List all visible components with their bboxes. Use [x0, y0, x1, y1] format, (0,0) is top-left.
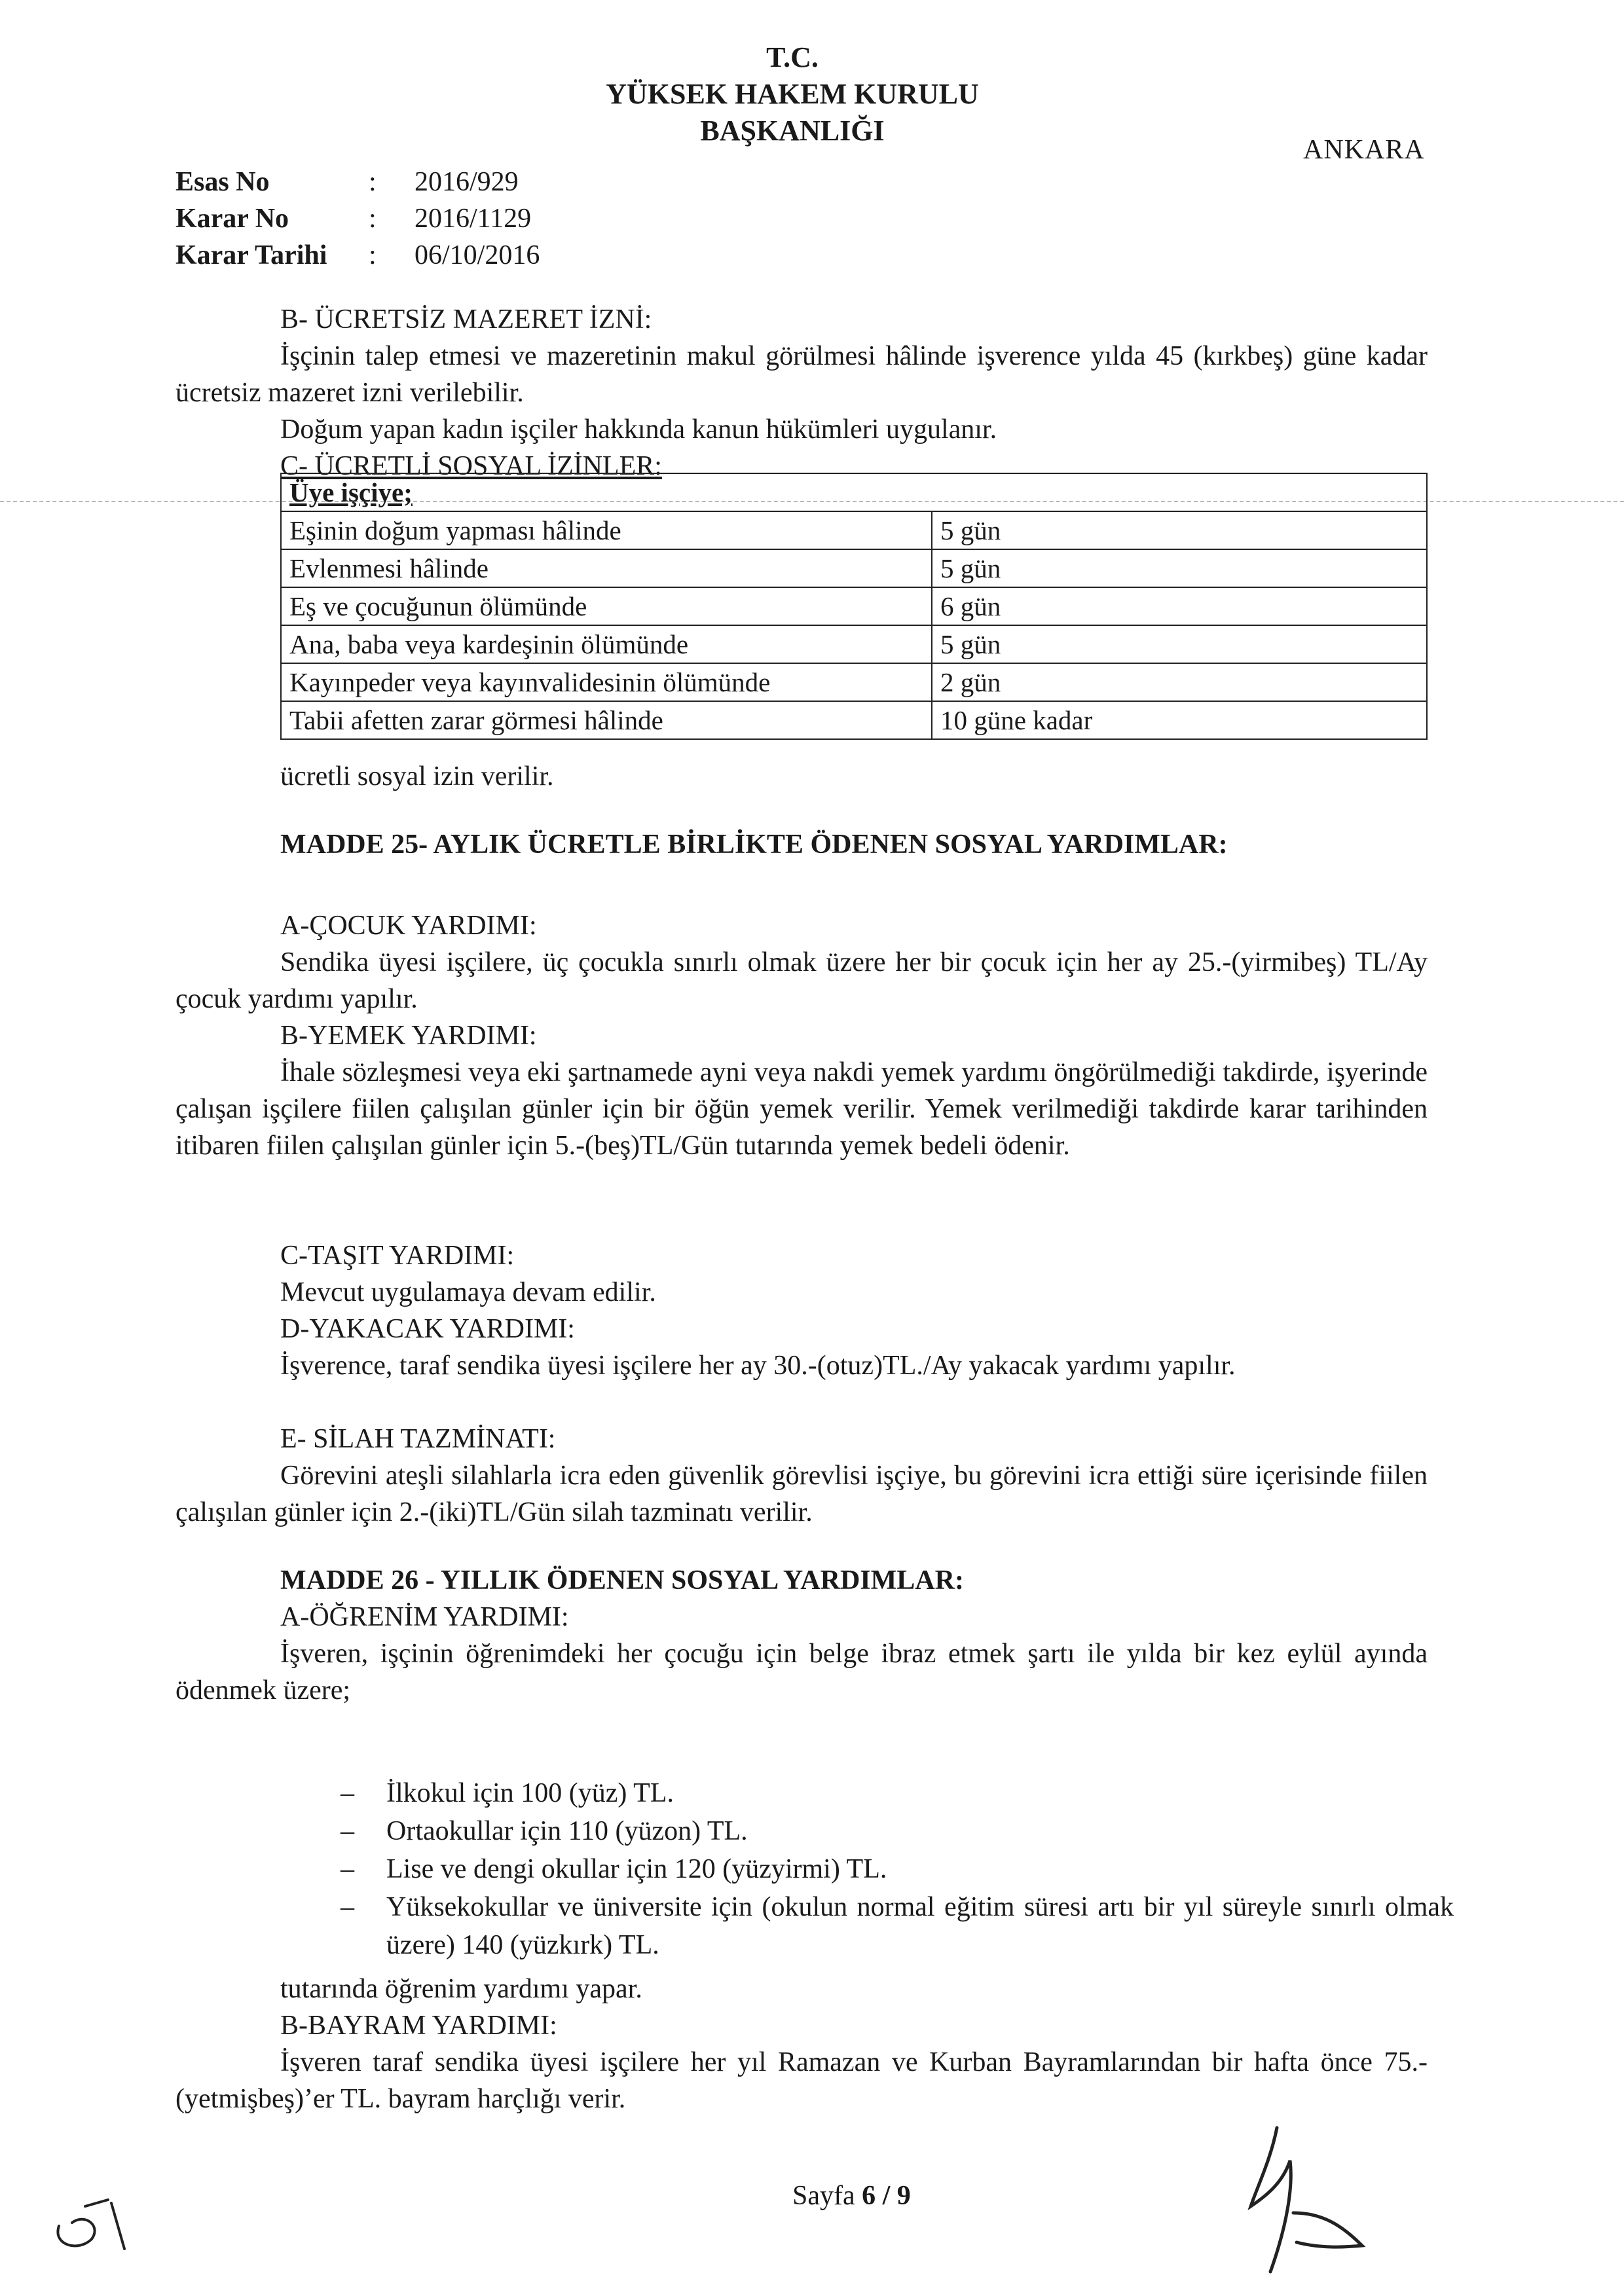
table-cell-value: 5 gün: [932, 549, 1427, 587]
madde-26-a-text: İşveren, işçinin öğrenimdeki her çocuğu için belge ibraz etmek şartı ile yılda bir kez eylül ayında ödenmek üzere;: [175, 1639, 1428, 1705]
meta-label: Karar Tarihi: [175, 240, 327, 270]
meta-row-tarih: [175, 237, 540, 274]
madde-25-a-title: A-ÇOCUK YARDIMI:: [280, 911, 537, 941]
table-cell-value: 6 gün: [932, 587, 1427, 625]
bullet-dash: –: [341, 1816, 354, 1846]
table-cell-label: Kayınpeder veya kayınvalidesinin ölümünde: [281, 663, 932, 701]
meta-colon: :: [369, 240, 377, 270]
table-row: [281, 663, 1427, 701]
madde-25-e-text: Görevini ateşli silahlarla icra eden güvenlik görevlisi işçiye, bu görevini icra ettiği süre içerisinde fiilen çalışılan günler için 2.-(iki)TL/Gün silah tazminatı verilir.: [175, 1461, 1428, 1527]
section-c-after: ücretli sosyal izin verilir.: [280, 761, 554, 792]
table-row: [281, 511, 1427, 549]
header-city: ANKARA: [1303, 135, 1425, 165]
madde-25-d-title: D-YAKACAK YARDIMI:: [280, 1314, 575, 1344]
section-b-paragraph-1: İşçinin talep etmesi ve mazeretinin makul görülmesi hâlinde işverence yılda 45 (kırkbeş) güne kadar ücretsiz mazeret izni verilebilir.: [175, 341, 1428, 408]
list-item: [341, 1812, 1454, 1850]
page-number-value: 6 / 9: [862, 2181, 911, 2211]
meta-label: Esas No: [175, 167, 270, 197]
table-cell-label: Ana, baba veya kardeşinin ölümünde: [281, 625, 932, 663]
list-item: [341, 1850, 1454, 1888]
table-row: [281, 549, 1427, 587]
madde-26-b-text: İşveren taraf sendika üyesi işçilere her yıl Ramazan ve Kurban Bayramlarından bir hafta önce 75.-(yetmişbeş)’er TL. bayram harçlığı verir.: [175, 2047, 1428, 2114]
table-cell-label: Tabii afetten zarar görmesi hâlinde: [281, 701, 932, 739]
table-cell-value: 5 gün: [932, 625, 1427, 663]
madde-25-e-title: E- SİLAH TAZMİNATI:: [280, 1424, 556, 1454]
table-row: [281, 587, 1427, 625]
list-item-text: Yüksekokullar ve üniversite için (okulun normal eğitim süresi artı bir yıl süreyle sınırlı olmak üzere) 140 (yüzkırk) TL.: [386, 1892, 1454, 1960]
madde-25-b-text: İhale sözleşmesi veya eki şartnamede ayni veya nakdi yemek yardımı öngörülmediği takdirde, işyerinde çalışan işçilere fiilen çalışılan günler için bir öğün yemek verilir. Yemek verilmediği takdirde karar tarihinden itibaren fiilen çalışılan günler için 5.-(beş)TL/Gün tutarında yemek bedeli ödenir.: [175, 1057, 1428, 1161]
table-head-row: [281, 473, 1427, 511]
meta-row-karar: [175, 200, 540, 237]
list-item-text: Ortaokullar için 110 (yüzon) TL.: [386, 1816, 748, 1846]
table-cell-value: 5 gün: [932, 511, 1427, 549]
meta-colon: :: [369, 167, 377, 197]
list-item: [341, 1888, 1454, 1964]
header-line-2: YÜKSEK HAKEM KURULU: [606, 78, 979, 110]
document-header: [498, 39, 1087, 149]
meta-value: 2016/929: [415, 167, 519, 197]
table-cell-label: Eşinin doğum yapması hâlinde: [281, 511, 932, 549]
header-line-3: BAŞKANLIĞI: [700, 115, 885, 147]
list-item: [341, 1774, 1454, 1812]
page-number: [792, 2180, 911, 2212]
madde-26-b-title: B-BAYRAM YARDIMI:: [280, 2011, 557, 2041]
table-row: [281, 625, 1427, 663]
bullet-dash: –: [341, 1854, 354, 1884]
table-cell-label: Evlenmesi hâlinde: [281, 549, 932, 587]
table-cell-value: 2 gün: [932, 663, 1427, 701]
madde-25-title: MADDE 25- AYLIK ÜCRETLE BİRLİKTE ÖDENEN SOSYAL YARDIMLAR:: [280, 829, 1228, 860]
education-aid-list: [341, 1774, 1454, 1964]
table-head-cell: Üye işçiye;: [281, 473, 1427, 511]
initials-icon: [46, 2187, 144, 2259]
meta-value: 06/10/2016: [415, 240, 540, 270]
madde-26-a-after: tutarında öğrenim yardımı yapar.: [280, 1974, 642, 2004]
list-item-text: Lise ve dengi okullar için 120 (yüzyirmi) TL.: [386, 1854, 887, 1884]
madde-25-b-title: B-YEMEK YARDIMI:: [280, 1021, 537, 1051]
leave-table: [280, 473, 1428, 740]
bullet-dash: –: [341, 1892, 354, 1922]
page-number-prefix: Sayfa: [792, 2181, 862, 2211]
madde-26-title: MADDE 26 - YILLIK ÖDENEN SOSYAL YARDIMLAR:: [280, 1565, 964, 1595]
meta-value: 2016/1129: [415, 204, 532, 234]
madde-25-a-text: Sendika üyesi işçilere, üç çocukla sınırlı olmak üzere her bir çocuk için her ay 25.-(yirmibeş) TL/Ay çocuk yardımı yapılır.: [175, 947, 1428, 1014]
bullet-dash: –: [341, 1778, 354, 1808]
header-line-1: T.C.: [766, 41, 819, 73]
list-item-text: İlkokul için 100 (yüz) TL.: [386, 1778, 674, 1808]
case-meta: [175, 164, 540, 274]
section-c-title: C- ÜCRETLİ SOSYAL İZİNLER:: [280, 451, 662, 481]
section-b-title: B- ÜCRETSİZ MAZERET İZNİ:: [280, 304, 652, 335]
madde-25-d-text: İşverence, taraf sendika üyesi işçilere her ay 30.-(otuz)TL./Ay yakacak yardımı yapılır.: [280, 1351, 1236, 1381]
meta-label: Karar No: [175, 204, 289, 234]
section-b-paragraph-2: Doğum yapan kadın işçiler hakkında kanun hükümleri uygulanır.: [280, 414, 997, 445]
madde-25-c-title: C-TAŞIT YARDIMI:: [280, 1241, 515, 1271]
table-cell-label: Eş ve çocuğunun ölümünde: [281, 587, 932, 625]
meta-row-esas: [175, 164, 540, 200]
madde-25-c-text: Mevcut uygulamaya devam edilir.: [280, 1277, 656, 1307]
social-leave-table: [280, 473, 1428, 740]
signature-icon: [1231, 2115, 1401, 2285]
table-cell-value: 10 güne kadar: [932, 701, 1427, 739]
table-row: [281, 701, 1427, 739]
madde-26-a-title: A-ÖĞRENİM YARDIMI:: [280, 1602, 569, 1632]
meta-colon: :: [369, 204, 377, 234]
